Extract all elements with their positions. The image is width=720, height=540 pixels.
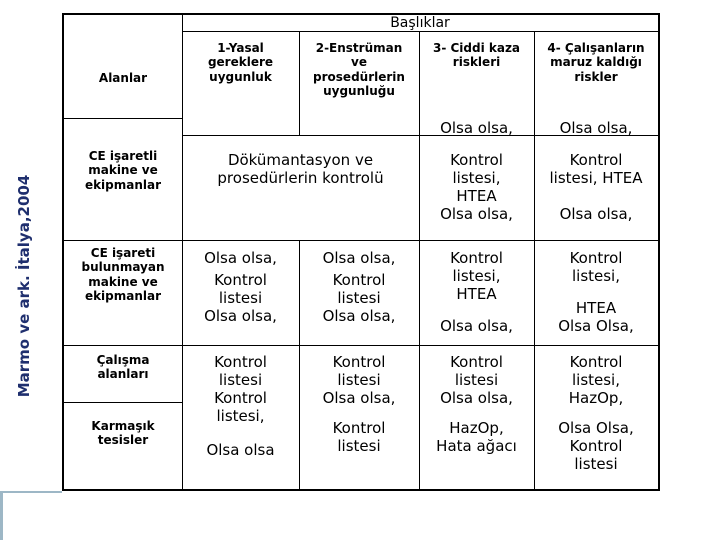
cell-r2-c4: [534, 249, 658, 335]
row-label-line: tesisler: [97, 433, 149, 448]
cell-line: Olsa olsa,: [322, 307, 396, 325]
cell-line: Kontrol: [332, 353, 386, 371]
cell-r2-c1: [182, 249, 299, 325]
header-line: gereklere: [207, 55, 274, 70]
row-divider: [64, 345, 658, 346]
risk-table: [62, 13, 660, 491]
cell-line: Olsa Olsa,: [558, 419, 634, 437]
header-group: [182, 15, 658, 31]
cell-line: Kontrol: [214, 389, 267, 407]
side-citation-text: Marmo ve ark. İtalya,2004: [15, 174, 33, 398]
cell-line: listesi,: [452, 267, 501, 285]
row-label-non-ce: [64, 246, 182, 304]
header-line: riskleri: [452, 55, 501, 70]
cell-line: Kontrol: [450, 151, 503, 169]
cell-r3-c2: [299, 353, 419, 455]
cell-line: Olsa olsa,: [204, 249, 277, 267]
cell-line: Kontrol: [214, 353, 267, 371]
cell-line: HTEA: [575, 299, 617, 317]
cell-line: Kontrol: [332, 271, 386, 289]
cell-line: listesi,: [571, 267, 620, 285]
subheader-col-4: [534, 119, 658, 137]
header-line: riskler: [574, 69, 618, 84]
row-label-line: CE işaretli: [88, 149, 158, 163]
cell-line: Dökümantasyon ve: [227, 151, 374, 169]
cell-line: Olsa olsa,: [440, 205, 513, 223]
header-line: ve: [351, 55, 367, 70]
cell-line: listesi: [218, 289, 263, 307]
cell-line: listesi: [454, 371, 499, 389]
corner-label: [64, 71, 182, 85]
header-line: 2-Enstrüman: [315, 41, 403, 55]
side-citation: [14, 168, 34, 404]
cell-r3-c1: [182, 353, 299, 459]
header-line: uygunluğu: [323, 84, 395, 99]
header-line: 1-Yasal: [217, 41, 264, 55]
corner-text: Alanlar: [98, 71, 148, 85]
row-label-work-areas: [64, 353, 182, 382]
cell-line: HTEA: [456, 187, 497, 205]
cell-line: Olsa olsa,: [440, 317, 513, 335]
decorative-bar: [0, 491, 3, 540]
cell-r2-c3: [419, 249, 534, 335]
cell-line: HazOp,: [568, 389, 624, 407]
row-label-line: ekipmanlar: [84, 177, 162, 192]
cell-line: Olsa olsa: [206, 441, 275, 459]
cell-line: prosedürlerin kontrolü: [217, 169, 384, 187]
subheader-text: Olsa olsa,: [440, 119, 513, 137]
row-label-complex-facilities: [64, 419, 182, 448]
cell-line: listesi: [574, 455, 618, 473]
cell-line: listesi, HTEA: [549, 169, 643, 187]
cell-line: Kontrol: [569, 151, 623, 169]
row-label-line: makine ve: [88, 163, 158, 178]
row-divider: [182, 31, 658, 32]
header-line: 4- Çalışanların: [547, 41, 645, 55]
row-label-line: alanları: [97, 367, 149, 382]
cell-line: Olsa olsa,: [204, 307, 277, 325]
cell-line: Kontrol: [569, 437, 623, 455]
cell-line: HTEA: [456, 285, 497, 303]
cell-r1-c3: [419, 151, 534, 223]
cell-line: listesi: [337, 289, 381, 307]
cell-line: Kontrol: [450, 353, 503, 371]
column-header-1: [182, 41, 299, 84]
cell-r3-c3: [419, 353, 534, 455]
cell-line: HazOp,: [449, 419, 504, 437]
cell-r2-c2: [299, 249, 419, 325]
row-label-line: bulunmayan: [81, 260, 165, 275]
header-line: uygunluk: [209, 69, 272, 84]
subheader-text: Olsa olsa,: [559, 119, 633, 137]
cell-line: Olsa olsa,: [322, 249, 396, 267]
cell-line: Kontrol: [569, 249, 623, 267]
cell-r3-c4: [534, 353, 658, 473]
column-header-4: [534, 41, 658, 84]
cell-line: listesi,: [571, 371, 620, 389]
row-divider: [64, 402, 182, 403]
cell-line: listesi: [337, 437, 381, 455]
row-label-line: Karmaşık: [91, 419, 155, 433]
row-divider: [64, 118, 182, 119]
cell-line: Kontrol: [569, 353, 623, 371]
subheader-col-3: [419, 119, 534, 137]
header-line: maruz kaldığı: [550, 55, 642, 70]
cell-line: listesi: [218, 371, 263, 389]
header-group-label: Başlıklar: [390, 15, 450, 31]
decorative-line: [0, 491, 62, 493]
header-line: prosedürlerin: [313, 69, 405, 84]
cell-r1-c4: [534, 151, 658, 223]
row-label-line: ekipmanlar: [84, 289, 162, 304]
cell-line: Kontrol: [332, 419, 386, 437]
cell-line: listesi: [337, 371, 381, 389]
cell-line: Kontrol: [214, 271, 267, 289]
cell-merged-documentation: [182, 151, 419, 187]
header-line: 3- Ciddi kaza: [432, 41, 521, 55]
cell-line: listesi,: [452, 169, 501, 187]
cell-line: Olsa olsa,: [559, 205, 633, 223]
cell-line: Hata ağacı: [436, 437, 517, 455]
cell-line: Olsa Olsa,: [558, 317, 634, 335]
row-label-line: CE işareti: [90, 246, 156, 260]
row-label-ce-marked: [64, 149, 182, 192]
row-divider: [64, 240, 658, 241]
column-header-3: [419, 41, 534, 70]
column-header-2: [299, 41, 419, 99]
row-label-line: Çalışma: [96, 353, 150, 367]
cell-line: Kontrol: [450, 249, 503, 267]
cell-line: Olsa olsa,: [440, 389, 513, 407]
cell-line: Olsa olsa,: [322, 389, 396, 407]
cell-line: listesi,: [216, 407, 265, 425]
row-label-line: makine ve: [88, 274, 158, 289]
